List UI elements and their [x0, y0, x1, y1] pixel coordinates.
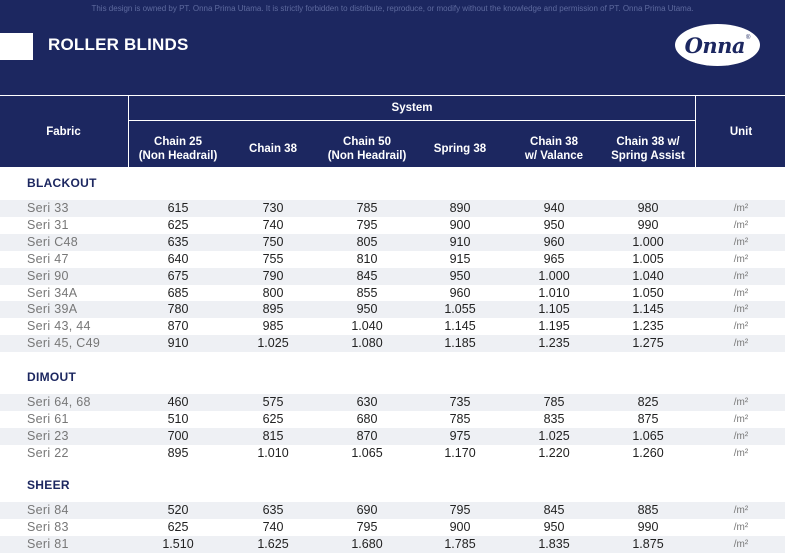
table-row	[0, 301, 785, 318]
price-cell: 630	[356, 395, 378, 409]
price-cell: 1.235	[538, 336, 570, 351]
price-cell: 795	[356, 519, 378, 534]
unit-cell: /m²	[733, 521, 749, 533]
unit-cell: /m²	[733, 270, 749, 282]
unit-column-header: Unit	[729, 126, 753, 138]
price-cell: 1.005	[632, 251, 664, 266]
price-cell: 700	[167, 428, 189, 443]
price-cell: 1.040	[632, 268, 664, 283]
table-row	[0, 217, 785, 234]
system-column-label-line1: Chain 25	[154, 136, 202, 148]
unit-cell: /m²	[733, 397, 749, 408]
price-cell: 1.065	[351, 445, 383, 460]
table-row	[0, 502, 785, 519]
price-cell: 1.010	[538, 285, 570, 300]
price-cell: 950	[449, 268, 471, 283]
table-row	[0, 234, 785, 251]
unit-cell: /m²	[733, 538, 749, 550]
price-cell: 915	[449, 251, 471, 266]
table-row	[0, 394, 785, 411]
price-cell: 730	[262, 201, 284, 215]
table-row	[0, 251, 785, 268]
table-row	[0, 445, 785, 462]
fabric-name: Seri 64, 68	[27, 395, 91, 409]
fabric-name: Seri 83	[27, 519, 69, 534]
price-cell: 845	[356, 268, 378, 283]
price-cell: 1.785	[444, 536, 476, 551]
fabric-name: Seri 34A	[27, 285, 78, 300]
price-cell: 625	[167, 217, 189, 232]
price-cell: 990	[637, 217, 659, 232]
price-cell: 1.145	[444, 319, 476, 334]
price-cell: 875	[637, 411, 659, 426]
price-cell: 690	[356, 503, 378, 517]
table-row	[0, 335, 785, 352]
unit-cell: /m²	[733, 236, 749, 248]
system-column-header	[602, 134, 694, 164]
system-column-label-line1: Chain 38	[530, 136, 578, 148]
price-cell: 990	[637, 519, 659, 534]
price-cell: 735	[449, 395, 471, 409]
system-column-label-line2: Spring Assist	[611, 150, 685, 162]
price-cell: 1.000	[632, 234, 664, 249]
price-cell: 815	[262, 428, 284, 443]
logo-text: Onna	[684, 32, 745, 58]
system-column-header	[414, 134, 506, 164]
price-cell: 835	[543, 411, 565, 426]
price-cell: 755	[262, 251, 284, 266]
price-cell: 940	[543, 201, 565, 215]
fabric-name: Seri 84	[27, 503, 69, 517]
fabric-name: Seri 45, C49	[27, 336, 101, 351]
price-cell: 785	[449, 411, 471, 426]
copyright-notice: This design is owned by PT. Onna Prima Utama. It is strictly forbidden to distribute, reproduce, or modify without the knowledge and permission of PT. Onna Prima Utama.	[91, 4, 694, 13]
system-column-label	[611, 135, 685, 163]
price-cell: 805	[356, 234, 378, 249]
price-cell: 675	[167, 268, 189, 283]
system-group-header: System	[391, 102, 433, 114]
price-cell: 825	[637, 395, 659, 409]
unit-cell: /m²	[733, 253, 749, 265]
system-column-label	[328, 135, 407, 163]
price-cell: 1.185	[444, 336, 476, 351]
system-column-label-line1: Spring 38	[433, 143, 487, 155]
fabric-name: Seri 23	[27, 428, 69, 443]
fabric-name: Seri 47	[27, 251, 69, 266]
price-cell: 900	[449, 217, 471, 232]
unit-cell: /m²	[733, 219, 749, 231]
fabric-name: Seri 22	[27, 445, 69, 460]
price-cell: 975	[449, 428, 471, 443]
section-heading: BLACKOUT	[27, 176, 97, 190]
price-cell: 1.025	[257, 336, 289, 351]
table-header	[0, 96, 785, 167]
price-cell: 950	[543, 217, 565, 232]
system-column-label	[525, 135, 583, 163]
unit-cell: /m²	[733, 447, 749, 459]
price-cell: 750	[262, 234, 284, 249]
fabric-name: Seri 39A	[27, 302, 78, 317]
fabric-name: Seri 33	[27, 201, 69, 215]
table-row	[0, 318, 785, 335]
price-cell: 625	[262, 411, 284, 426]
price-cell: 1.235	[632, 319, 664, 334]
price-cell: 900	[449, 519, 471, 534]
price-cell: 895	[262, 302, 284, 317]
price-cell: 810	[356, 251, 378, 266]
system-column-label-line2: (Non Headrail)	[138, 150, 218, 162]
price-cell: 1.220	[538, 445, 570, 460]
price-cell: 780	[167, 302, 189, 317]
price-cell: 635	[262, 503, 284, 517]
unit-cell: /m²	[733, 505, 749, 516]
price-cell: 1.260	[632, 445, 664, 460]
system-column-header	[227, 134, 319, 164]
system-column-label-line2: (Non Headrail)	[327, 150, 407, 162]
price-cell: 965	[543, 251, 565, 266]
price-cell: 1.105	[538, 302, 570, 317]
price-cell: 960	[543, 234, 565, 249]
price-cell: 1.625	[257, 536, 289, 551]
price-cell: 845	[543, 503, 565, 517]
price-cell: 1.170	[444, 445, 476, 460]
price-cell: 910	[449, 234, 471, 249]
price-cell: 895	[167, 445, 189, 460]
price-cell: 510	[167, 411, 189, 426]
fabric-name: Seri 61	[27, 411, 69, 426]
price-cell: 885	[637, 503, 659, 517]
header-banner	[0, 0, 785, 95]
price-cell: 950	[543, 519, 565, 534]
price-cell: 950	[356, 302, 378, 317]
onna-logo	[675, 24, 760, 66]
price-cell: 890	[449, 201, 471, 215]
price-cell: 1.000	[538, 268, 570, 283]
price-cell: 1.875	[632, 536, 664, 551]
system-column-header	[132, 134, 224, 164]
section-heading: DIMOUT	[27, 370, 77, 384]
price-cell: 615	[167, 201, 189, 215]
price-cell: 635	[167, 234, 189, 249]
price-cell: 910	[167, 336, 189, 351]
table-row	[0, 428, 785, 445]
system-column-header	[321, 134, 413, 164]
price-cell: 1.050	[632, 285, 664, 300]
price-cell: 800	[262, 285, 284, 300]
header-divider-horizontal	[129, 120, 695, 121]
price-cell: 1.835	[538, 536, 570, 551]
price-cell: 680	[356, 411, 378, 426]
price-cell: 985	[262, 319, 284, 334]
fabric-name: Seri 81	[27, 536, 69, 551]
system-column-label	[139, 135, 218, 163]
fabric-column-header: Fabric	[46, 126, 81, 138]
price-cell: 1.040	[351, 319, 383, 334]
unit-cell: /m²	[733, 338, 749, 350]
unit-cell: /m²	[733, 430, 749, 442]
system-column-label-line1: Chain 38	[249, 143, 297, 155]
price-cell: 520	[167, 503, 189, 517]
price-cell: 1.680	[351, 536, 383, 551]
price-cell: 855	[356, 285, 378, 300]
price-cell: 460	[167, 395, 189, 409]
price-cell: 740	[262, 217, 284, 232]
price-cell: 785	[543, 395, 565, 409]
table-row	[0, 411, 785, 428]
price-cell: 870	[167, 319, 189, 334]
price-cell: 1.080	[351, 336, 383, 351]
price-cell: 575	[262, 395, 284, 409]
fabric-name: Seri 43, 44	[27, 319, 91, 334]
section-heading: SHEER	[27, 478, 70, 492]
unit-cell: /m²	[733, 287, 749, 299]
price-cell: 785	[356, 201, 378, 215]
unit-cell: /m²	[733, 413, 749, 425]
price-cell: 1.065	[632, 428, 664, 443]
price-cell: 640	[167, 251, 189, 266]
unit-cell: /m²	[733, 321, 749, 333]
price-cell: 960	[449, 285, 471, 300]
fabric-name: Seri 90	[27, 268, 69, 283]
price-cell: 980	[637, 201, 659, 215]
table-row	[0, 536, 785, 553]
fabric-name: Seri C48	[27, 234, 79, 249]
price-cell: 1.145	[632, 302, 664, 317]
table-row	[0, 200, 785, 217]
price-cell: 795	[449, 503, 471, 517]
page-title: ROLLER BLINDS	[48, 35, 189, 54]
system-column-label-line2: w/ Valance	[524, 150, 584, 162]
price-cell: 870	[356, 428, 378, 443]
system-column-label	[434, 142, 486, 156]
registered-mark: ®	[746, 35, 751, 41]
table-row	[0, 519, 785, 536]
price-cell: 790	[262, 268, 284, 283]
unit-cell: /m²	[733, 203, 749, 214]
price-cell: 625	[167, 519, 189, 534]
price-cell: 740	[262, 519, 284, 534]
system-column-label-line1: Chain 38 w/	[616, 136, 680, 148]
accent-block	[0, 33, 33, 60]
price-cell: 1.195	[538, 319, 570, 334]
price-cell: 1.510	[162, 536, 194, 551]
fabric-name: Seri 31	[27, 217, 69, 232]
table-row	[0, 285, 785, 302]
price-cell: 685	[167, 285, 189, 300]
system-column-label	[249, 142, 297, 156]
price-cell: 1.010	[257, 445, 289, 460]
system-column-header	[508, 134, 600, 164]
price-cell: 1.055	[444, 302, 476, 317]
unit-cell: /m²	[733, 304, 749, 316]
price-cell: 1.275	[632, 336, 664, 351]
price-cell: 1.025	[538, 428, 570, 443]
system-column-label-line1: Chain 50	[343, 136, 391, 148]
table-row	[0, 268, 785, 285]
price-cell: 795	[356, 217, 378, 232]
header-divider-right	[695, 96, 696, 167]
